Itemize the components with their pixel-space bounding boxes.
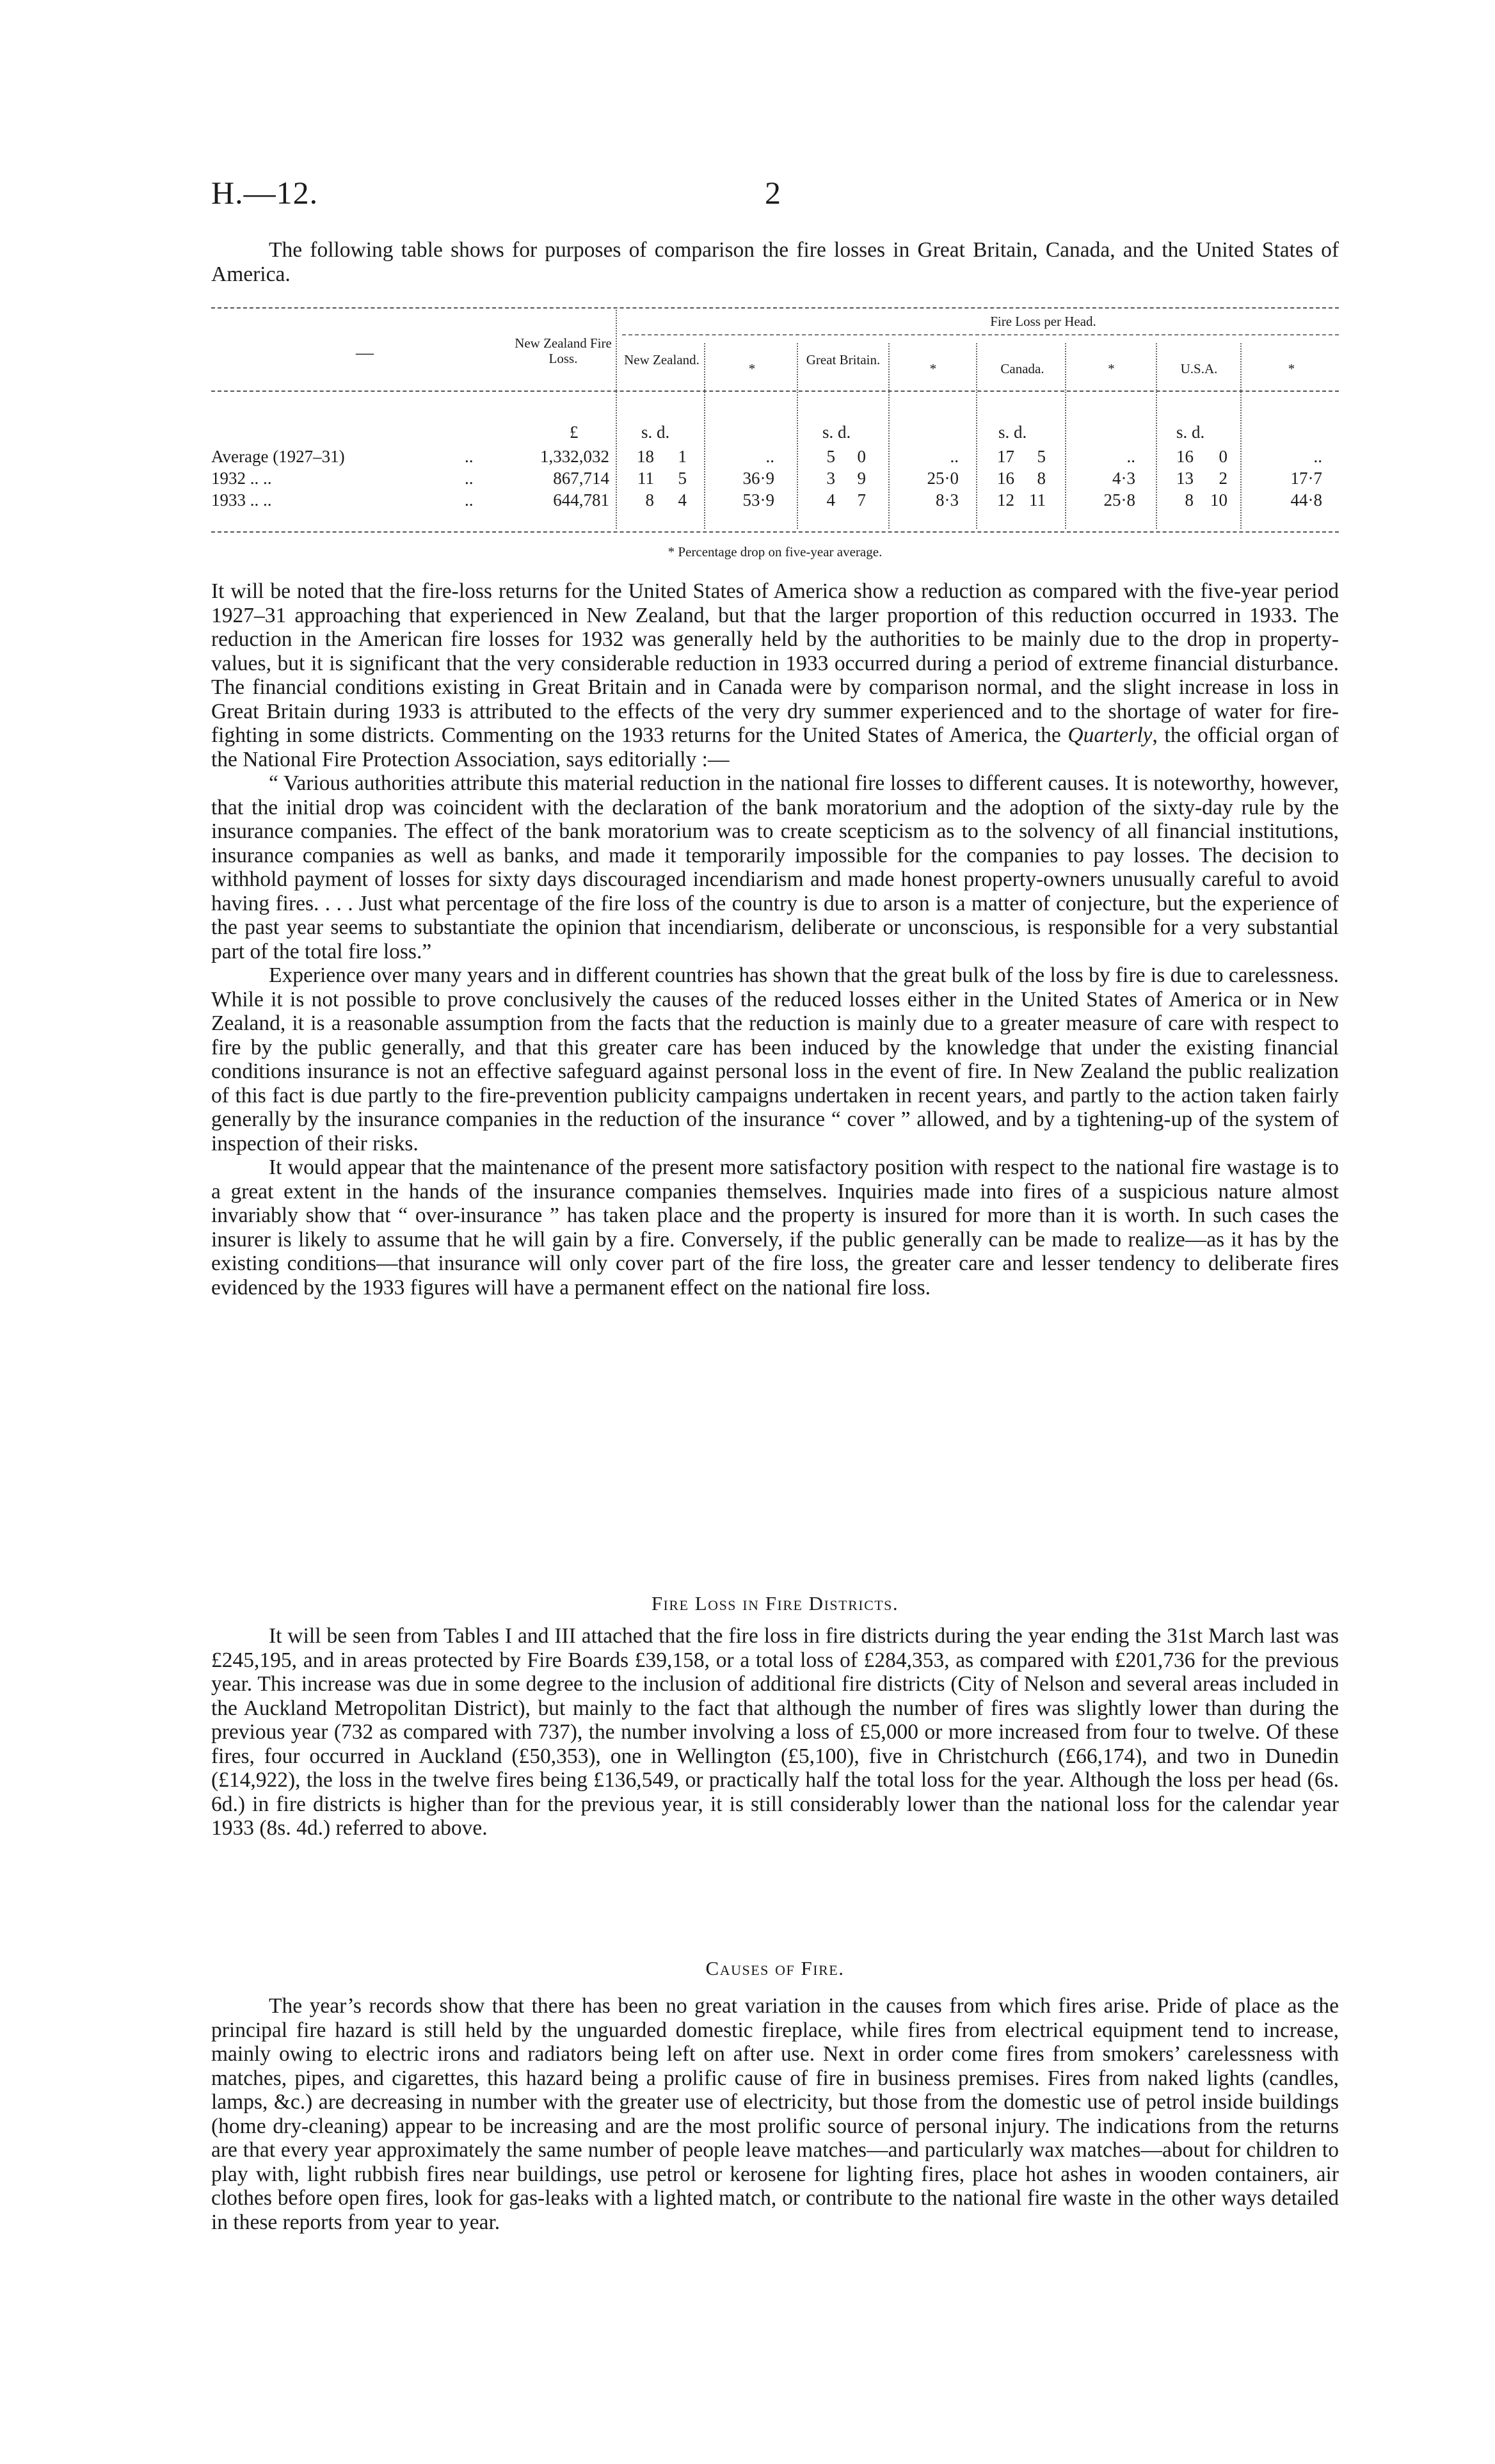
canada-pct: 4·3 bbox=[1112, 469, 1135, 488]
causes-of-fire-section bbox=[211, 1994, 1339, 2234]
unit-sd: s. d. bbox=[1176, 423, 1205, 442]
canada-shillings: 16 bbox=[997, 469, 1014, 488]
paragraph: The year’s records show that there has been no great variation in the causes from which fires arise. Pride of place as the principal fire hazard is still held by the unguarded domestic fireplace, while fires from electrical equipment tend to increase, mainly owing to electric irons and radiators being left on after use. Next in order come fires from smokers’ carelessness with matches, pipes, and cigarettes, this hazard being a prolific cause of fire in business premises. Fires from naked lights (candles, lamps, &c.) are decreasing in number with the greater use of electricity, but those from the domestic use of petrol inside buildings (home dry-cleaning) appear to be increasing and are the most prolific source of personal injury. The indications from the returns are that every year approximately the same number of people leave matches—and particularly wax matches—about for children to play with, light rubbish fires near buildings, use petrol or kerosene for lighting fires, place hot ashes in wooden containers, air clothes before open fires, look for gas-leaks with a lighted match, or contribute to the national fire waste in the other ways detailed in these reports from year to year. bbox=[211, 1994, 1339, 2234]
canada-pence: 5 bbox=[1037, 447, 1046, 466]
intro-paragraph bbox=[211, 238, 1339, 286]
usa-shillings: 16 bbox=[1176, 447, 1194, 466]
canada-shillings: 12 bbox=[997, 490, 1014, 510]
canada-pence: 11 bbox=[1029, 490, 1046, 510]
fire-loss-comparison-table bbox=[211, 307, 1339, 563]
nz-fire-loss-header: New Zealand Fire Loss. bbox=[515, 335, 612, 366]
canada-pct: .. bbox=[1126, 447, 1135, 466]
table-footnote: * Percentage drop on five-year average. bbox=[668, 544, 883, 560]
col-new-zealand: New Zealand. bbox=[624, 352, 700, 367]
row-label: Average (1927–31) bbox=[211, 447, 345, 466]
nz-shillings: 11 bbox=[637, 469, 654, 488]
fire-loss-per-head-header: Fire Loss per Head. bbox=[990, 314, 1096, 329]
usa-pct: 17·7 bbox=[1290, 469, 1322, 488]
nz-pence: 1 bbox=[678, 447, 687, 466]
unit-sd: s. d. bbox=[822, 423, 851, 442]
intro-text: The following table shows for purposes of comparison the fire losses in Great Britain, Canada, and the United States of America. bbox=[211, 238, 1339, 286]
unit-sd: s. d. bbox=[641, 423, 670, 442]
divider bbox=[1065, 343, 1066, 529]
row-label: 1932 .. .. bbox=[211, 469, 272, 488]
canada-pct: 25·8 bbox=[1103, 490, 1135, 510]
paragraph-text: , the official organ of the National Fire Protection Association, says editorially :— bbox=[211, 723, 1339, 771]
usa-shillings: 13 bbox=[1176, 469, 1194, 488]
quotation-paragraph: “ Various authorities attribute this material reduction in the national fire losses to different causes. It is noteworthy, however, that the initial drop was coincident with the declaration of the bank moratorium and the adoption of the sixty-day rule by the insurance companies. The effect of the bank moratorium was to create scepticism as to the solvency of all financial institutions, insurance companies as well as banks, and made it temporarily impossible for the companies to pay losses. The decision to withhold payment of losses for sixty days discouraged incendiarism and made honest property-owners unusually careful to avoid having fires. . . . Just what percentage of the fire loss of the country is due to arson is a matter of conjecture, but the experience of the past year seems to substantiate the opinion that incendiarism, deliberate or unconscious, is responsible for a very substantial part of the total fire loss.” bbox=[211, 771, 1339, 963]
usa-pence: 2 bbox=[1219, 469, 1227, 488]
nz-shillings: 18 bbox=[637, 447, 654, 466]
fire-districts-heading-wrap bbox=[211, 1592, 1339, 1615]
paragraph bbox=[211, 579, 1339, 771]
gb-pence: 9 bbox=[857, 469, 866, 488]
table-corner: — bbox=[356, 343, 374, 363]
col-usa: U.S.A. bbox=[1180, 361, 1218, 376]
table-top-rule bbox=[211, 307, 1339, 309]
nz-total: 644,781 bbox=[553, 490, 609, 510]
paragraph-text: It will be noted that the fire-loss returns for the United States of America show a reduction as compared with the five-year period 1927–31 approaching that experienced in New Zealand, but that the larger proportion of this reduction occurred in 1933. The reduction in the American fire losses for 1932 was generally held by the authorities to be mainly due to the drop in property-values, but it is significant that the very considerable reduction in 1933 occurred during a period of extreme financial disturbance. The financial conditions existing in Great Britain and in Canada were by comparison normal, and the slight increase in loss in Great Britain during 1933 is attributed to the effects of the very dry summer experienced and to the shortage of water for fire-fighting in some districts. Commenting on the 1933 returns for the United States of America, the bbox=[211, 579, 1339, 747]
usa-pence: 0 bbox=[1219, 447, 1227, 466]
per-head-rule bbox=[622, 334, 1339, 335]
row-leader: .. bbox=[465, 469, 474, 488]
causes-heading-wrap bbox=[211, 1957, 1339, 1980]
page-number: 2 bbox=[765, 175, 781, 211]
paragraph: It will be seen from Tables I and III attached that the fire loss in fire districts during the year ending the 31st March last was £245,195, and in areas protected by Fire Boards £39,158, or a total loss of £284,353, as compared with £201,736 for the previous year. This increase was due in some degree to the inclusion of additional fire districts (City of Nelson and several areas included in the Auckland Metropolitan District), but mainly to the fact that although the number of fires was slightly lower than during the previous year (732 as compared with 737), the number involving a loss of £5,000 or more increased from four to twelve. Of these fires, four occurred in Auckland (£50,353), one in Wellington (£5,100), five in Christchurch (£66,174), and two in Dunedin (£14,922), the loss in the twelve fires being £136,549, or practically half the total loss for the year. Although the loss per head (6s. 6d.) in fire districts is higher than for the previous year, it is still considerably lower than the national loss for the calendar year 1933 (8s. 4d.) referred to above. bbox=[211, 1624, 1339, 1840]
gb-shillings: 3 bbox=[826, 469, 835, 488]
nz-total: 867,714 bbox=[553, 469, 609, 488]
paragraph: It would appear that the maintenance of the present more satisfactory position with respect to the national fire wastage is to a great extent in the hands of the insurance companies themselves. Inquiries made into fires of a suspicious nature almost invariably show that “ over-insurance ” has taken place and the property is insured for more than it is worth. In such cases the insurer is likely to assume that he will gain by a fire. Conversely, if the public generally can be made to realize—as it has by the existing conditions—that insurance will only cover part of the fire loss, the greater care and lesser tendency to deliberate fires evidenced by the 1933 figures will have a permanent effect on the national fire loss. bbox=[211, 1156, 1339, 1300]
row-leader: .. bbox=[465, 490, 474, 510]
gb-pct: .. bbox=[950, 447, 959, 466]
gb-shillings: 5 bbox=[826, 447, 835, 466]
gb-pence: 7 bbox=[857, 490, 866, 510]
divider bbox=[704, 343, 705, 529]
gb-pct: 25·0 bbox=[927, 469, 959, 488]
unit-sd: s. d. bbox=[998, 423, 1027, 442]
usa-pence: 10 bbox=[1210, 490, 1227, 510]
nz-shillings: 8 bbox=[645, 490, 654, 510]
col-canada: Canada. bbox=[1000, 361, 1044, 376]
divider bbox=[616, 310, 617, 529]
canada-pence: 8 bbox=[1037, 469, 1046, 488]
paragraph: Experience over many years and in different countries has shown that the great bulk of the loss by fire is due to carelessness. While it is not possible to prove conclusively the causes of the reduced losses either in the United States of America or in New Zealand, it is a reasonable assumption from the facts that the reduction is mainly due to a greater measure of care with respect to fire by the public generally, and that this greater care has been induced by the knowledge that under the existing financial conditions insurance is not an effective safeguard against personal loss in the event of fire. In New Zealand the public realization of this fact is due partly to the fire-prevention publicity campaigns undertaken in recent years, and partly to the action taken fairly generally by the insurance companies in the reduction of the insurance “ cover ” allowed, and by a tightening-up of the system of inspection of their risks. bbox=[211, 963, 1339, 1156]
nz-pct: .. bbox=[765, 447, 774, 466]
section-heading: Fire Loss in Fire Districts. bbox=[651, 1592, 899, 1614]
divider bbox=[1156, 343, 1157, 529]
row-label: 1933 .. .. bbox=[211, 490, 272, 510]
table-header-rule bbox=[211, 391, 1339, 392]
col-great-britain: Great Britain. bbox=[806, 352, 881, 367]
row-leader: .. bbox=[465, 447, 474, 466]
usa-pct: .. bbox=[1313, 447, 1322, 466]
col-pct-drop: * bbox=[748, 361, 756, 376]
nz-pence: 4 bbox=[678, 490, 687, 510]
table-bottom-rule bbox=[211, 531, 1339, 533]
unit-pounds: £ bbox=[570, 423, 579, 442]
gb-pence: 0 bbox=[857, 447, 866, 466]
section-heading: Causes of Fire. bbox=[705, 1957, 845, 1979]
usa-shillings: 8 bbox=[1185, 490, 1194, 510]
usa-pct: 44·8 bbox=[1290, 490, 1322, 510]
divider bbox=[797, 343, 798, 529]
divider bbox=[976, 343, 977, 529]
nz-pct: 36·9 bbox=[742, 469, 774, 488]
fire-districts-section bbox=[211, 1624, 1339, 1840]
document-reference: H.—12. bbox=[211, 175, 319, 211]
col-pct-drop: * bbox=[929, 361, 937, 376]
gb-pct: 8·3 bbox=[936, 490, 959, 510]
nz-pence: 5 bbox=[678, 469, 687, 488]
gb-shillings: 4 bbox=[826, 490, 835, 510]
nz-total: 1,332,032 bbox=[540, 447, 609, 466]
col-pct-drop: * bbox=[1288, 361, 1295, 376]
quarterly-title: Quarterly bbox=[1067, 723, 1153, 747]
nz-pct: 53·9 bbox=[742, 490, 774, 510]
divider bbox=[888, 343, 890, 529]
comparison-discussion bbox=[211, 579, 1339, 1300]
col-pct-drop: * bbox=[1108, 361, 1115, 376]
canada-shillings: 17 bbox=[997, 447, 1014, 466]
divider bbox=[1240, 343, 1242, 529]
